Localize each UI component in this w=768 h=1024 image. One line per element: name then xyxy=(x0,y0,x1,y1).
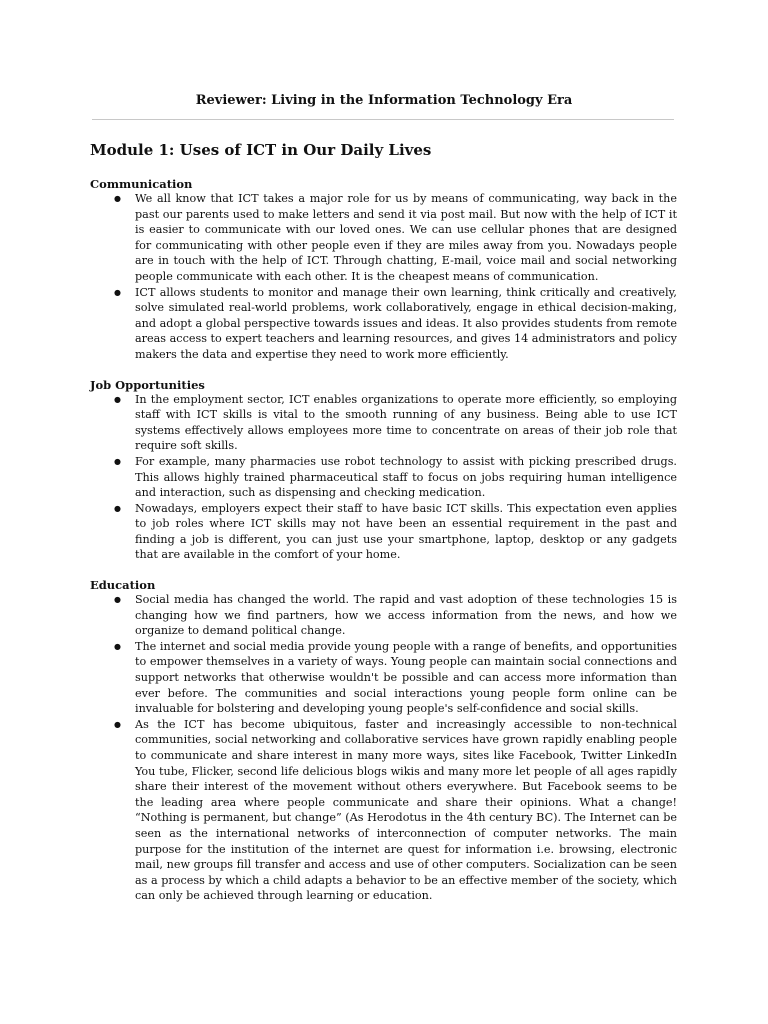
list-item: ● Social media has changed the world. The rapid and vast adoption of these technologies 15 is changing how we find partners, how we access information from the news, and how we organize to demand political change. xyxy=(90,592,677,639)
document-title: Reviewer: Living in the Information Technology Era xyxy=(195,93,573,108)
section-communication xyxy=(90,177,677,363)
section-heading: Education xyxy=(90,578,156,593)
document-body xyxy=(90,141,677,919)
list-item: ● Nowadays, employers expect their staff to have basic ICT skills. This expectation even applies to job roles where ICT skills may not have been an essential requirement in the past and finding a job is different, you can just use your smartphone, laptop, desktop or any gadgets that are available in the comfort of your home. xyxy=(90,501,677,563)
list-item: ● ICT allows students to monitor and manage their own learning, think critically and creatively, solve simulated real-world problems, work collaboratively, engage in ethical decision-making, and adopt a global perspective towards issues and ideas. It also provides students from remote areas access to expert teachers and learning resources, and gives 14 administrators and policy makers the data and expertise they need to work more efficiently. xyxy=(90,285,677,363)
list-item: ● The internet and social media provide young people with a range of benefits, and opportunities to empower themselves in a variety of ways. Young people can maintain social connections and support networks that otherwise wouldn't be possible and can access more information than ever before. The communities and social interactions young people form online can be invaluable for bolstering and developing young people's self-confidence and social skills. xyxy=(90,639,677,717)
list-item: ● In the employment sector, ICT enables organizations to operate more efficiently, so employing staff with ICT skills is vital to the smooth running of any business. Being able to use ICT systems effectively allows employees more time to concentrate on areas of their job role that require soft skills. xyxy=(90,392,677,454)
title-divider xyxy=(92,119,674,120)
module-title: Module 1: Uses of ICT in Our Daily Lives xyxy=(90,141,432,159)
section-education xyxy=(90,578,677,904)
list-item: ● For example, many pharmacies use robot technology to assist with picking prescribed drugs. This allows highly trained pharmaceutical staff to focus on jobs requiring human intelligence and interaction, such as dispensing and checking medication. xyxy=(90,454,677,501)
list-item: ● As the ICT has become ubiquitous, faster and increasingly accessible to non-technical communities, social networking and collaborative services have grown rapidly enabling people to communicate and share interest in many more ways, sites like Facebook, Twitter LinkedIn You tube, Flicker, second life delicious blogs wikis and many more let people of all ages rapidly share their interest of the movement without others everywhere. But Facebook seems to be the leading area where people communicate and share their opinions. What a change! “Nothing is permanent, but change” (As Herodotus in the 4th century BC). The Internet can be seen as the international networks of interconnection of computer networks. The main purpose for the institution of the internet are quest for information i.e. browsing, electronic mail, new groups fill transfer and access and use of other computers. Socialization can be seen as a process by which a child adapts a behavior to be an effective member of the society, which can only be achieved through learning or education. xyxy=(90,717,677,904)
section-heading: Job Opportunities xyxy=(90,377,205,392)
section-job-opportunities xyxy=(90,378,677,564)
bullet-list xyxy=(90,392,677,564)
bullet-list xyxy=(90,592,677,904)
section-heading: Communication xyxy=(90,177,193,191)
bullet-list xyxy=(90,191,677,363)
list-item: ● We all know that ICT takes a major role for us by means of communicating, way back in the past our parents used to make letters and send it via post mail. But now with the help of ICT it is easier to communicate with our loved ones. We can use cellular phones that are designed for communicating with other people even if they are miles away from you. Nowadays people are in touch with the help of ICT. Through chatting, E-mail, voice mail and social networking people communicate with each other. It is the cheapest means of communication. xyxy=(90,191,677,285)
